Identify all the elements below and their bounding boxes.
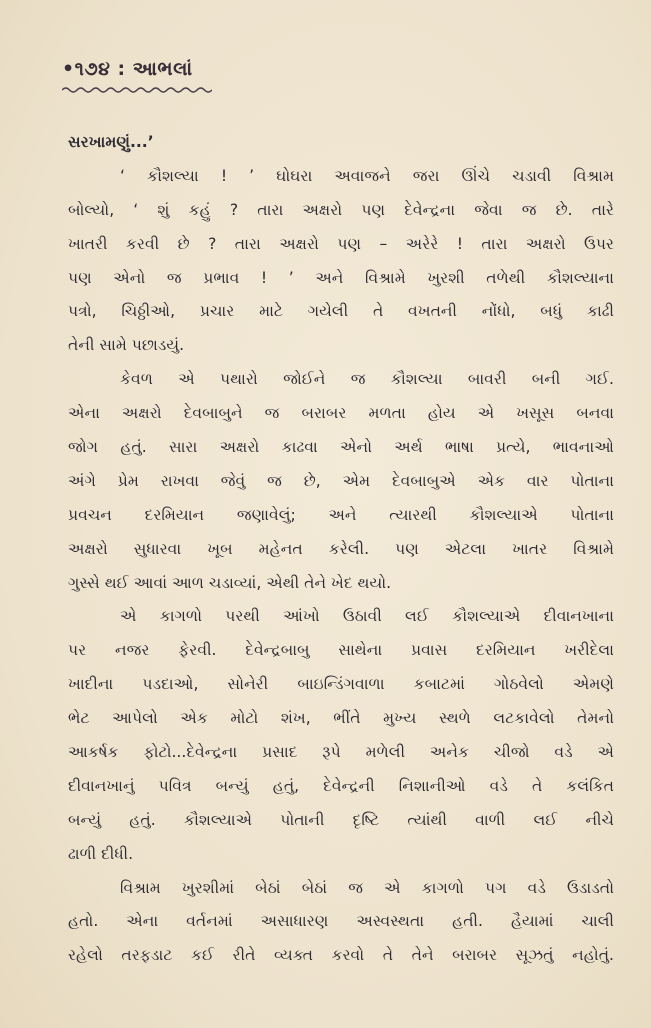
text-line: હતો. એના વર્તનમાં અસાધારણ અસ્વસ્થતા હતી. હૈયામાં ચાલી (68, 912, 614, 931)
running-head: •૧૭૪ : આભલાં (62, 58, 193, 80)
text-line: ખાતરી કરવી છે ? તારા અક્ષરો પણ – અરેરે ! તારા અક્ષરો ઉપર (68, 234, 614, 253)
text-line: ઢાળી દીધી. (68, 844, 134, 863)
body-text (68, 126, 614, 973)
text-line: સરખામણું...’ (68, 133, 154, 151)
header-wavy-rule (62, 86, 212, 94)
text-line: પ્રવચન દરમિયાન જણાવેલું; અને ત્યારથી કૌશલ્યાએ પોતાના (68, 505, 614, 524)
text-line: પત્રો, ચિઠ્ઠીઓ, પ્રચાર માટે ગયેલી તે વખતની નોંધો, બધું કાઢી (68, 302, 614, 321)
text-line: રહેલો તરફડાટ કઈ રીતે વ્યક્ત કરવો તે તેને બરાબર સૂઝતું નહોતું. (68, 946, 614, 965)
text-line: પર નજર ફેરવી. દેવેન્દ્રબાબુ સાથેના પ્રવાસ દરમિયાન ખરીદેલા (68, 641, 614, 660)
text-line: ભેટ આપેલો એક મોટો શંખ, ભીંતે મુખ્ય સ્થળે લટકાવેલો તેમનો (68, 709, 614, 728)
text-line: ખાદીના પડદાઓ, સોનેરી બાઇન્ડિંગવાળા કબાટમાં ગોઠવેલો એમણે (68, 675, 614, 694)
text-line: કેવળ એ પથારો જોઈને જ કૌશલ્યા બાવરી બની ગઈ. (120, 370, 614, 389)
text-line: એના અક્ષરો દેવબાબુને જ બરાબર મળતા હોય એ ખસૂસ બનવા (68, 404, 614, 423)
text-line: વિશ્રામ ખુરશીમાં બેઠાં બેઠાં જ એ કાગળો પગ વડે ઉડાડતો (120, 878, 614, 897)
text-line: તેની સામે પછાડયું. (68, 336, 185, 355)
text-line: દીવાનખાનું પવિત્ર બન્યું હતું, દેવેન્દ્રની નિશાનીઓ વડે તે કલંકિત (68, 776, 614, 795)
text-line: બોલ્યો, ‘ શું કહું ? તારા અક્ષરો પણ દેવેન્દ્રના જેવા જ છે. તારે (68, 200, 614, 219)
text-line: ‘ કૌશલ્યા ! ’ ઘોઘરા અવાજને જરા ઊંચે ચડાવી વિશ્રામ (120, 166, 614, 185)
text-line: પણ એનો જ પ્રભાવ ! ’ અને વિશ્રામે ખુરશી તળેથી કૌશલ્યાના (68, 268, 614, 287)
text-line: ગુસ્સે થઈ આવાં આળ ચડાવ્યાં, એથી તેને ખેદ થયો. (68, 573, 392, 592)
text-line: જોગ હતું. સારા અક્ષરો કાઢવા એનો અર્થ ભાષા પ્રત્યે, ભાવનાઓ (68, 438, 614, 457)
text-line: અક્ષરો સુધારવા ખૂબ મહેનત કરેલી. પણ એટલા ખાતર વિશ્રામે (68, 539, 614, 558)
text-line: એ કાગળો પરથી આંખો ઉઠાવી લઈ કૌશલ્યાએ દીવાનખાના (120, 607, 614, 626)
text-line: આકર્ષક ફોટો...દેવેન્દ્રના પ્રસાદ રૂપે મળેલી અનેક ચીજો વડે એ (68, 743, 614, 762)
text-line: બન્યું હતું. કૌશલ્યાએ પોતાની દૃષ્ટિ ત્યાંથી વાળી લઈ નીચે (68, 810, 614, 829)
text-line: અંગે પ્રેમ રાખવા જેવું જ છે, એમ દેવબાબુએ એક વાર પોતાના (68, 471, 614, 490)
